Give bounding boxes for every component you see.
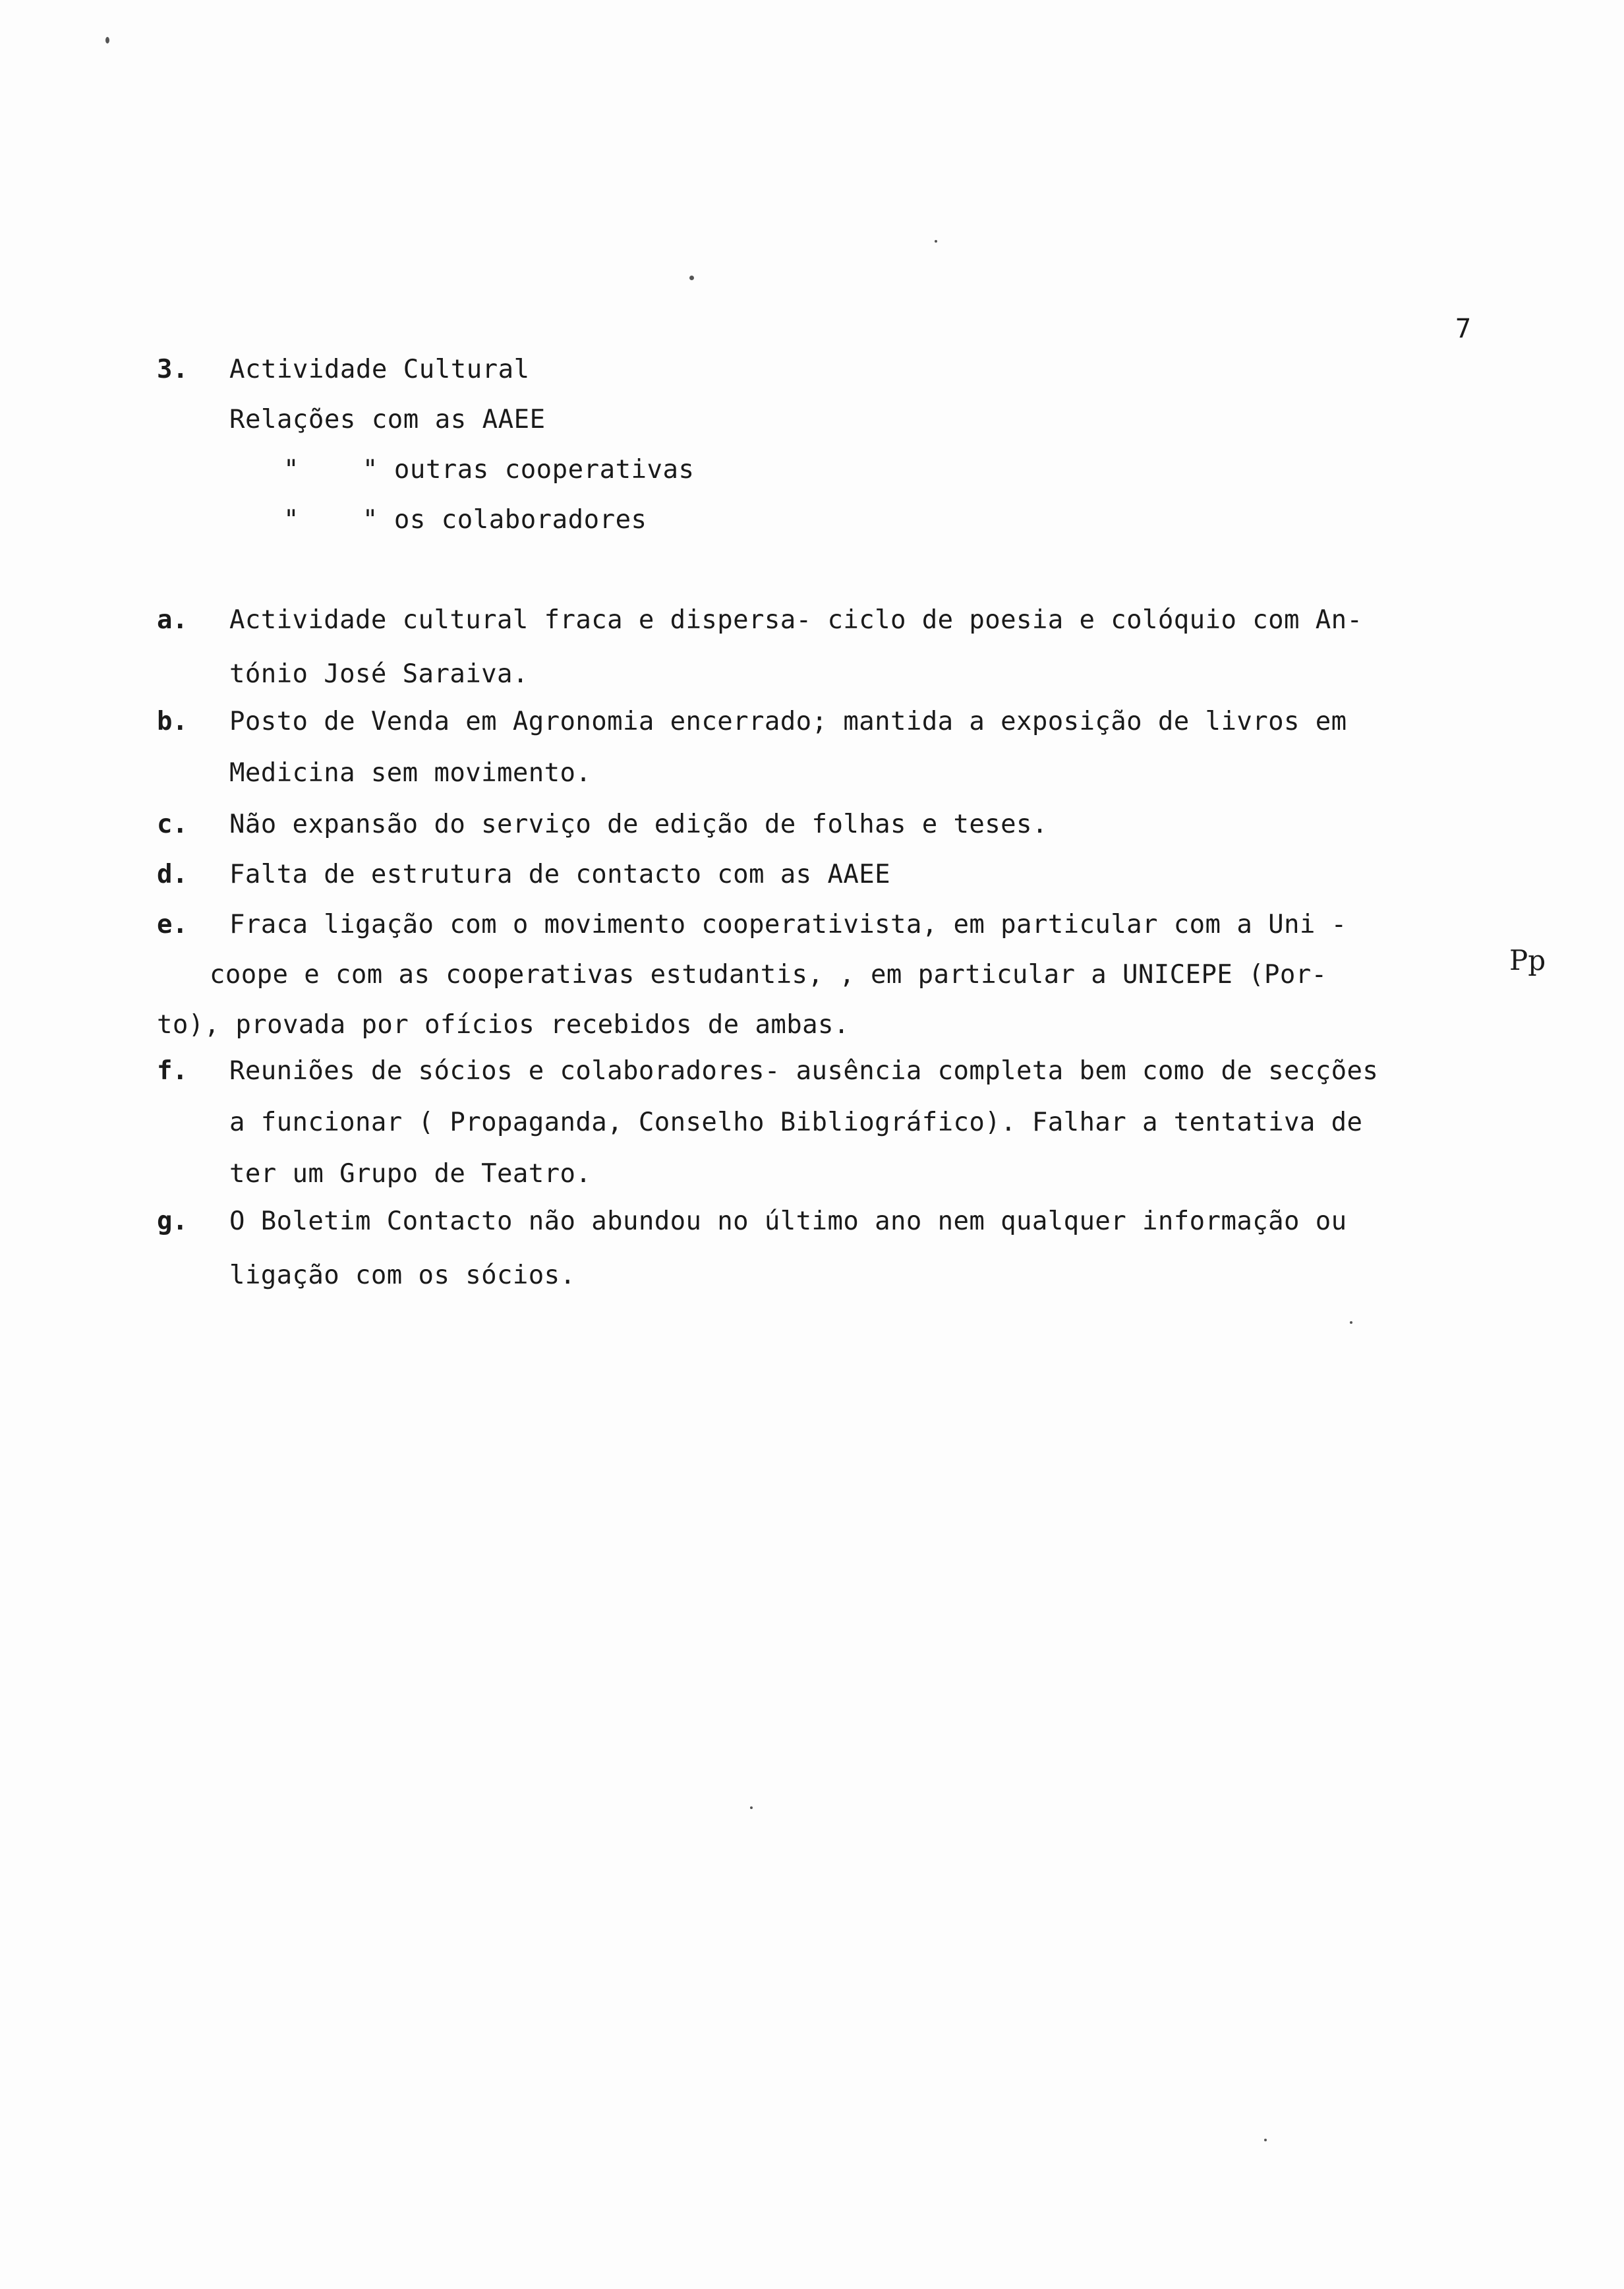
page-number: 7 <box>1455 314 1472 344</box>
scan-speck <box>105 37 109 44</box>
section-number: 3. <box>157 355 188 384</box>
scan-speck <box>935 240 937 243</box>
item-line: ligação com os sócios. <box>229 1261 576 1290</box>
item-letter: f. <box>157 1056 188 1086</box>
handwritten-mark: Pp <box>1509 944 1546 976</box>
item-line: O Boletim Contacto não abundou no último ano nem qualquer informação ou <box>229 1206 1347 1236</box>
item-line: Não expansão do serviço de edição de folhas e teses. <box>229 810 1048 839</box>
item-line: to), provada por ofícios recebidos de ambas. <box>157 1010 850 1040</box>
item-line: Posto de Venda em Agronomia encerrado; mantida a exposição de livros em <box>229 707 1347 736</box>
section-subtitle: Relações com as AAEE <box>229 405 546 434</box>
scan-speck <box>750 1806 753 1809</box>
section-title: Actividade Cultural <box>229 355 530 384</box>
item-letter: c. <box>157 810 188 839</box>
section-subtitle: " " os colaboradores <box>283 505 647 535</box>
item-line: ter um Grupo de Teatro. <box>229 1159 592 1189</box>
scan-speck <box>1350 1321 1352 1324</box>
item-line: tónio José Saraiva. <box>229 659 529 689</box>
scan-speck <box>1264 2139 1267 2141</box>
item-letter: d. <box>157 860 188 889</box>
item-line: Falta de estrutura de contacto com as AAEE <box>229 860 890 889</box>
item-line: coope e com as cooperativas estudantis, , em particular a UNICEPE (Por- <box>210 960 1327 990</box>
item-letter: e. <box>157 910 188 939</box>
item-line: Medicina sem movimento. <box>229 758 592 788</box>
item-letter: a. <box>157 605 188 635</box>
item-letter: b. <box>157 707 188 736</box>
scan-speck <box>689 276 694 280</box>
section-subtitle: " " outras cooperativas <box>283 455 695 485</box>
item-letter: g. <box>157 1206 188 1236</box>
item-line: Actividade cultural fraca e dispersa- ciclo de poesia e colóquio com An- <box>229 605 1363 635</box>
item-line: a funcionar ( Propaganda, Conselho Bibliográfico). Falhar a tentativa de <box>229 1108 1363 1137</box>
item-line: Fraca ligação com o movimento cooperativista, em particular com a Uni - <box>229 910 1347 939</box>
item-line: Reuniões de sócios e colaboradores- ausência completa bem como de secções <box>229 1056 1379 1086</box>
